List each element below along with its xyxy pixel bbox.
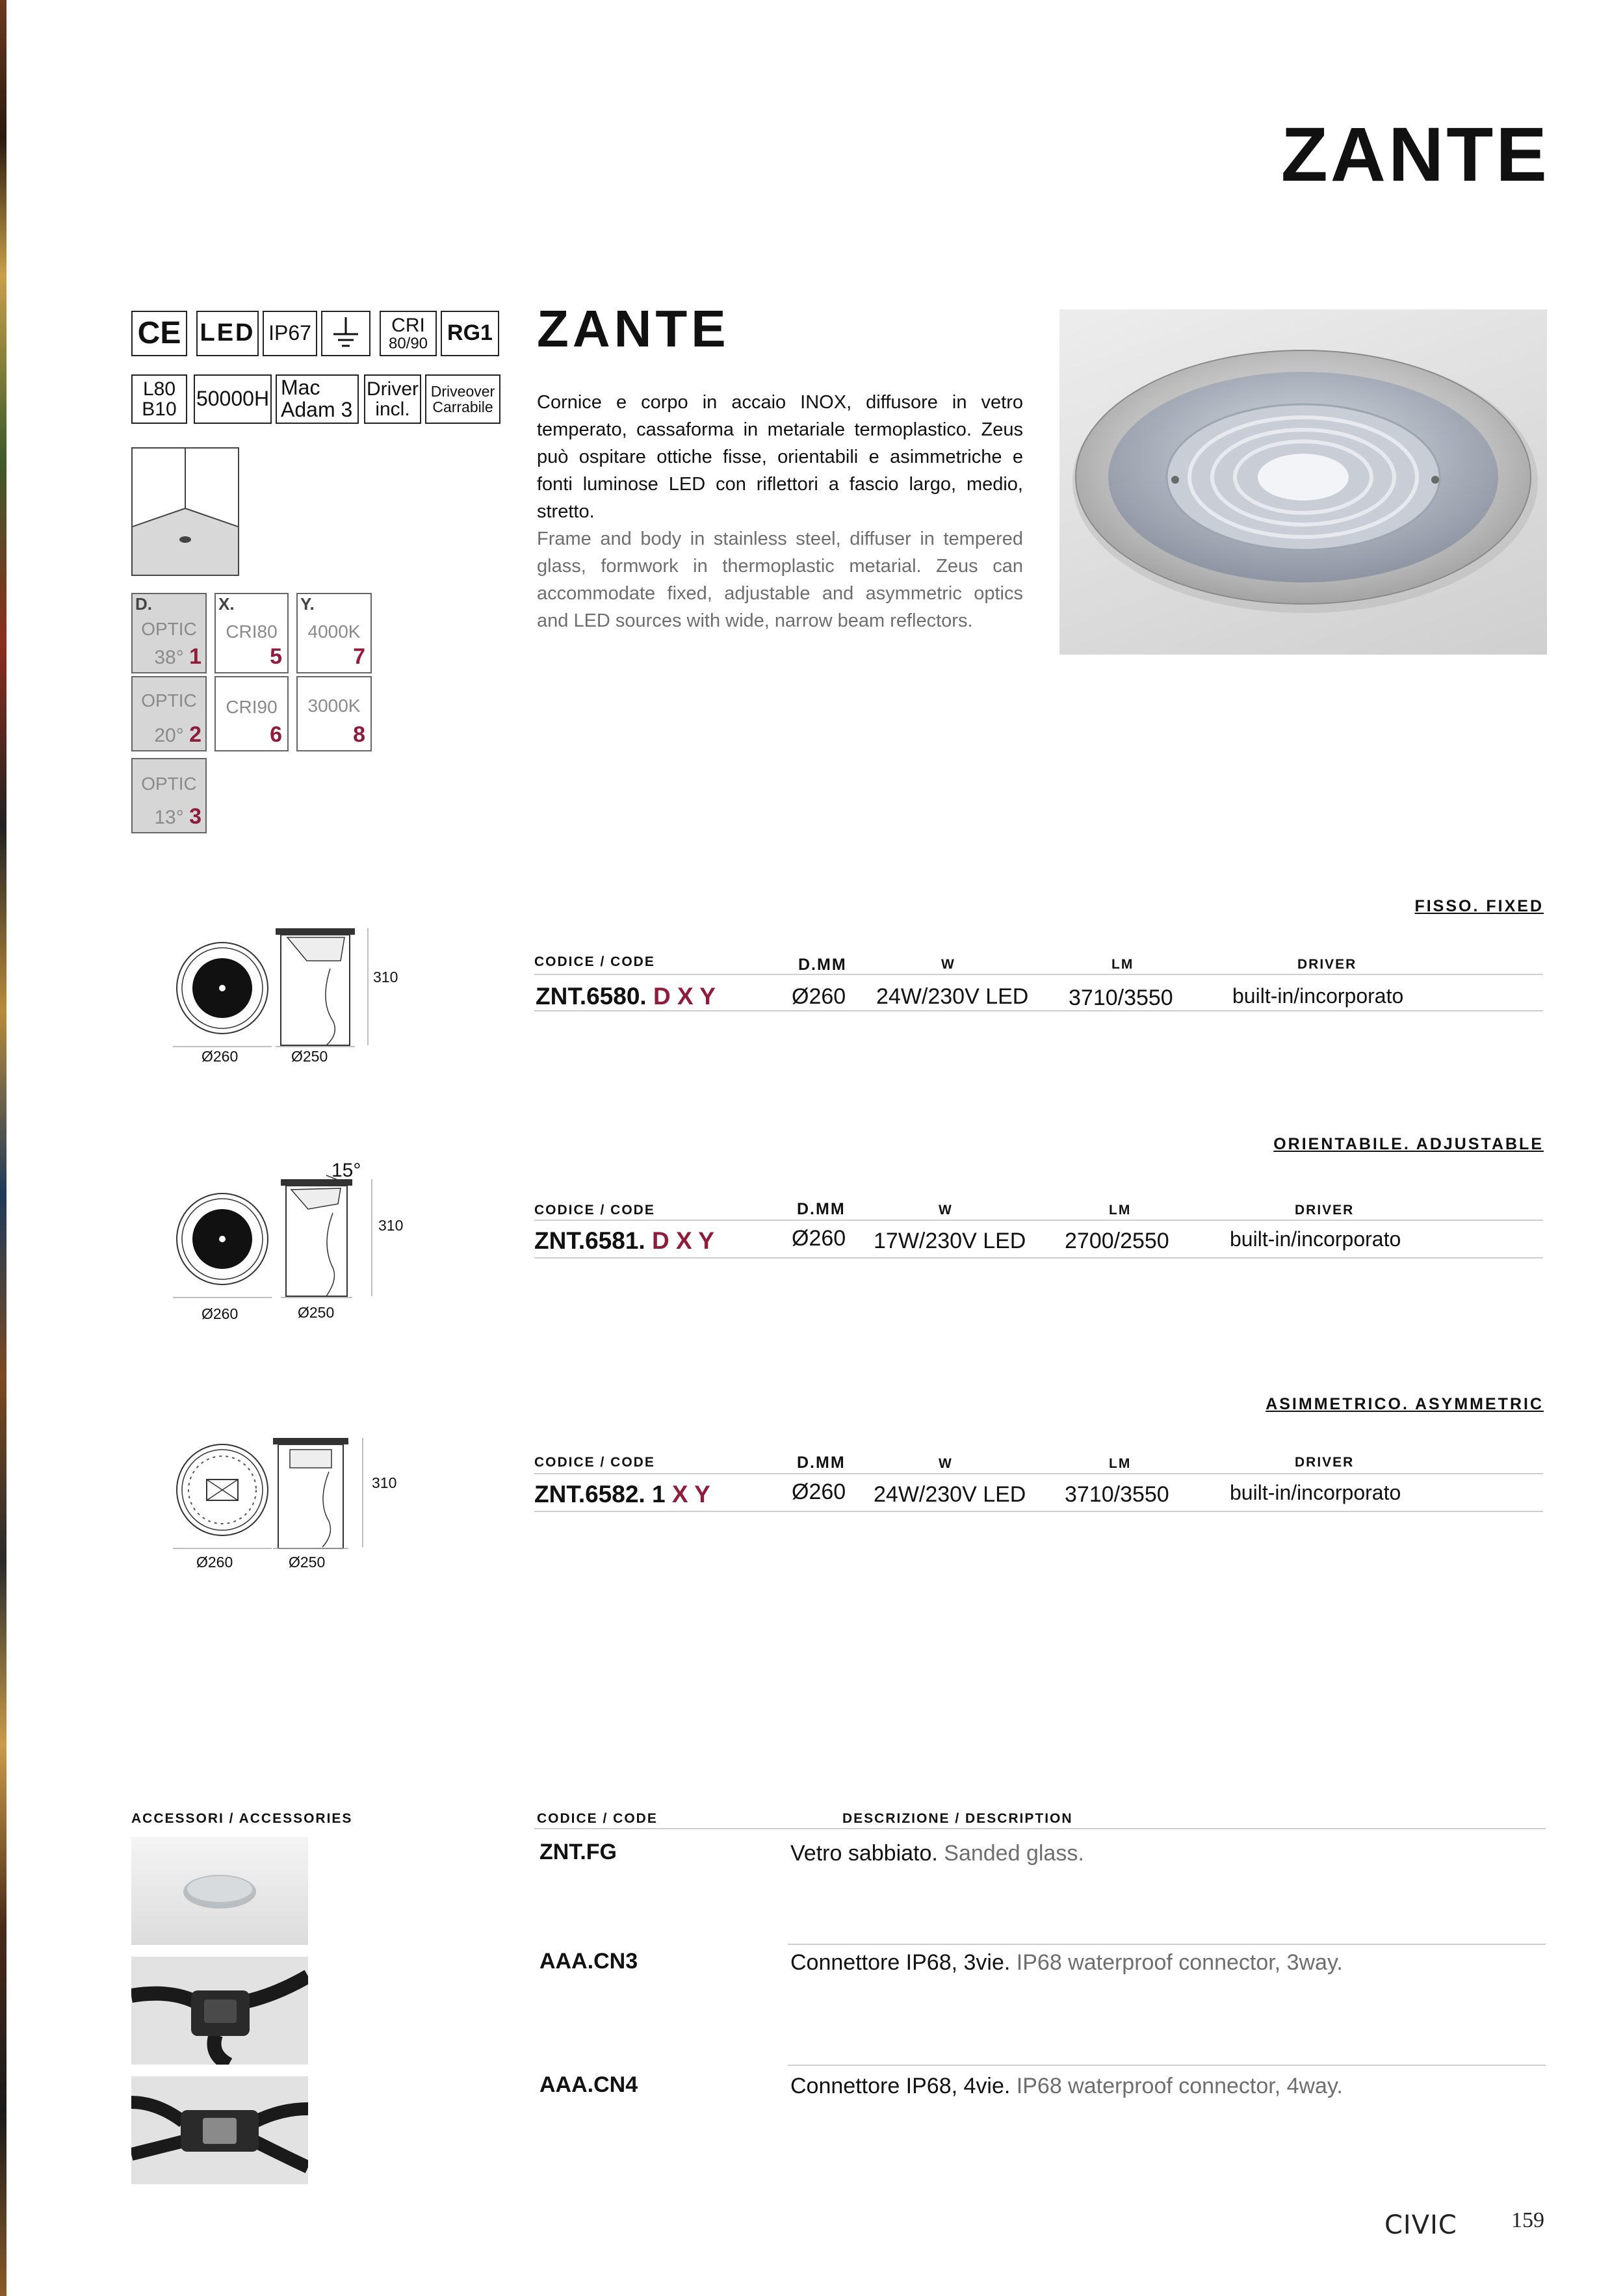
variant-2-code-prefix: ZNT.6581. xyxy=(534,1227,645,1254)
accessory-1-image xyxy=(131,1837,308,1945)
variant-3-rule-top xyxy=(534,1473,1543,1474)
cri-label: CRI xyxy=(391,314,425,336)
product-name: ZANTE xyxy=(537,300,730,358)
variant-3-w-header: W xyxy=(939,1456,953,1471)
cct-3000k-num: 8 xyxy=(353,722,365,747)
optic-3-value xyxy=(154,804,201,829)
optic-label: OPTIC xyxy=(141,619,197,639)
cct-3000k-label: 3000K xyxy=(307,696,361,716)
legend-optic-1 xyxy=(131,593,207,673)
accessory-2-image xyxy=(131,1957,308,2065)
page-edge-strip xyxy=(0,0,6,2296)
macadam-label-1: Mac xyxy=(281,376,320,400)
legend-cct-8 xyxy=(296,676,372,751)
cri80-label: CRI80 xyxy=(226,621,278,642)
variant-1-code-prefix: ZNT.6580. xyxy=(536,983,647,1010)
accessory-2-code: AAA.CN3 xyxy=(539,1949,638,1974)
accessories-header: ACCESSORI / ACCESSORIES xyxy=(131,1811,353,1826)
b10-label: B10 xyxy=(142,398,177,420)
led-badge: LED xyxy=(196,311,259,356)
variant-2-lumens: 2700/2550 xyxy=(1065,1229,1169,1253)
variant-2-rule-top xyxy=(534,1220,1543,1221)
cct-4000k-label: 4000K xyxy=(307,621,361,642)
accessory-2-desc-it: Connettore IP68, 3vie. xyxy=(790,1950,1011,1975)
variant-2-tilt-angle: 15° xyxy=(331,1160,361,1181)
variant-2-diameter: Ø260 xyxy=(792,1226,846,1251)
variant-2-height: 310 xyxy=(378,1217,404,1234)
variant-2-driver: built-in/incorporato xyxy=(1230,1227,1401,1251)
cri-badge xyxy=(380,311,437,356)
variant-3-rule-bottom xyxy=(534,1511,1543,1512)
variant-3-code-prefix: ZNT.6582. 1 xyxy=(534,1481,666,1507)
rg-badge: RG1 xyxy=(441,311,499,356)
variant-3-diameter: Ø260 xyxy=(792,1480,846,1504)
variant-1-driver-header: DRIVER xyxy=(1297,957,1357,972)
variant-2-w-header: W xyxy=(939,1203,953,1218)
accessory-2-rule xyxy=(788,2065,1546,2066)
variant-1-front-diameter: Ø260 xyxy=(201,1048,239,1065)
variant-1-rule-bottom xyxy=(534,1010,1543,1011)
macadam-label-2: Adam 3 xyxy=(281,398,353,421)
variant-1-power: 24W/230V LED xyxy=(876,984,1029,1009)
variant-2-driver-header: DRIVER xyxy=(1295,1203,1355,1218)
legend-optic-3 xyxy=(131,758,207,833)
optic-2-value xyxy=(154,722,201,748)
page-number: 159 xyxy=(1511,2208,1544,2232)
macadam-badge xyxy=(276,374,359,424)
section-adjustable-label: ORIENTABILE. ADJUSTABLE xyxy=(1273,1135,1544,1153)
variant-3-lm-header: LM xyxy=(1109,1456,1132,1471)
l80-b10-badge xyxy=(131,374,187,424)
accessory-1-desc-en: Sanded glass. xyxy=(944,1841,1084,1866)
cri80-num: 5 xyxy=(270,644,282,669)
variant-1-body-diameter: Ø250 xyxy=(291,1048,328,1065)
variant-3-driver-header: DRIVER xyxy=(1295,1455,1355,1470)
variant-1-code-header: CODICE / CODE xyxy=(534,954,655,969)
accessory-3-code: AAA.CN4 xyxy=(539,2072,638,2097)
product-photo xyxy=(1059,309,1547,655)
optic-label-2: OPTIC xyxy=(141,690,197,711)
section-fixed-label: FISSO. FIXED xyxy=(1414,897,1544,915)
variant-3-code-vars: X Y xyxy=(671,1481,710,1507)
legend-cri-6 xyxy=(214,676,289,751)
3way-connector-image xyxy=(131,1957,308,2065)
accessory-3-desc-it: Connettore IP68, 4vie. xyxy=(790,2074,1011,2098)
accessory-3-desc-en: IP68 waterproof connector, 4way. xyxy=(1016,2074,1343,2098)
accessory-1-rule xyxy=(788,1944,1546,1945)
accessory-1-code: ZNT.FG xyxy=(539,1840,617,1864)
legend-y-header: Y. xyxy=(300,594,315,614)
ce-mark-icon: CE xyxy=(131,311,187,356)
cri90-label: CRI90 xyxy=(226,697,278,717)
driver-included-badge xyxy=(364,374,421,424)
sanded-glass-image xyxy=(131,1837,308,1945)
technical-drawing-asymmetric xyxy=(170,1430,404,1573)
section-asymmetric-label: ASIMMETRICO. ASYMMETRIC xyxy=(1266,1395,1544,1413)
legend-cri-5 xyxy=(214,593,289,673)
variant-2-code-vars: D X Y xyxy=(651,1227,714,1254)
variant-1-driver: built-in/incorporato xyxy=(1232,984,1404,1008)
page-title: ZANTE xyxy=(1280,112,1550,198)
variant-1-w-header: W xyxy=(941,957,955,972)
driveover-label-2: Carrabile xyxy=(432,398,493,415)
variant-1-rule-top xyxy=(534,974,1543,975)
driveover-badge xyxy=(425,374,500,424)
accessories-code-header: CODICE / CODE xyxy=(537,1811,658,1826)
brand-logo: CIVIC xyxy=(1384,2210,1457,2240)
variant-1-code xyxy=(536,983,716,1010)
optic-label-3: OPTIC xyxy=(141,774,197,794)
recessed-luminaire-image xyxy=(1059,309,1547,655)
optic-1-num: 1 xyxy=(189,644,201,669)
accessories-description-header: DESCRIZIONE / DESCRIPTION xyxy=(842,1811,1073,1826)
beam-diagram-icon xyxy=(133,449,238,575)
technical-drawing-adjustable xyxy=(170,1164,404,1313)
variant-1-diameter: Ø260 xyxy=(792,984,846,1009)
variant-2-power: 17W/230V LED xyxy=(874,1229,1026,1253)
l80-label: L80 xyxy=(142,378,176,400)
variant-3-height: 310 xyxy=(372,1474,397,1491)
optic-3-num: 3 xyxy=(189,804,201,829)
driver-label-2: incl. xyxy=(375,398,410,420)
accessory-3-description xyxy=(790,2074,1343,2099)
cct-4000k-num: 7 xyxy=(353,644,365,669)
optic-3-angle: 13° xyxy=(154,807,184,828)
variant-3-code-header: CODICE / CODE xyxy=(534,1455,655,1470)
variant-1-height: 310 xyxy=(373,969,398,985)
optic-2-angle: 20° xyxy=(154,725,184,746)
optic-1-angle: 38° xyxy=(154,647,184,668)
legend-optic-2 xyxy=(131,676,207,751)
accessory-1-description xyxy=(790,1841,1084,1866)
driver-label-1: Driver xyxy=(367,378,419,400)
legend-d-header: D. xyxy=(135,594,152,614)
accessory-2-desc-en: IP68 waterproof connector, 3way. xyxy=(1016,1950,1343,1975)
accessory-1-desc-it: Vetro sabbiato. xyxy=(790,1841,938,1866)
cri90-num: 6 xyxy=(270,722,282,747)
ground-icon xyxy=(321,311,370,356)
variant-2-body-diameter: Ø250 xyxy=(298,1304,335,1321)
variant-2-code xyxy=(534,1227,714,1255)
variant-2-code-header: CODICE / CODE xyxy=(534,1203,655,1218)
cri-value: 80/90 xyxy=(388,335,428,353)
variant-3-lumens: 3710/3550 xyxy=(1065,1482,1169,1507)
variant-3-front-diameter: Ø260 xyxy=(196,1554,233,1571)
4way-connector-image xyxy=(131,2076,308,2184)
optic-1-value xyxy=(154,644,201,670)
variant-3-driver: built-in/incorporato xyxy=(1230,1481,1401,1504)
ip-rating-badge: IP67 xyxy=(263,311,317,356)
variant-2-d-header: D.MM xyxy=(797,1200,846,1218)
accessory-3-image xyxy=(131,2076,308,2184)
variant-3-power: 24W/230V LED xyxy=(874,1482,1026,1507)
legend-x-header: X. xyxy=(218,594,235,614)
beam-diagram xyxy=(131,447,239,576)
variant-3-d-header: D.MM xyxy=(797,1454,846,1472)
lifetime-hours-badge: 50000H xyxy=(194,374,272,424)
optic-2-num: 2 xyxy=(189,722,201,747)
variant-1-lm-header: LM xyxy=(1111,957,1134,972)
variant-3-drawing xyxy=(170,1430,404,1573)
variant-1-lumens: 3710/3550 xyxy=(1069,985,1173,1010)
legend-cct-7 xyxy=(296,593,372,673)
driveover-label-1: Driveover xyxy=(430,382,495,400)
variant-2-lm-header: LM xyxy=(1109,1203,1132,1218)
description-italian: Cornice e corpo in accaio INOX, diffusore in vetro temperato, cassaforma in metariale termoplastico. Zeus può ospitare ottiche fisse, orientabili e asimmetriche e fonti luminose LED con riflettori a fascio largo, medio, stretto. xyxy=(537,392,1023,522)
description-english: Frame and body in stainless steel, diffuser in tempered glass, formwork in thermoplastic metarial. Zeus can accommodate fixed, adjustable and asymmetric optics and LED sources with wide, narrow beam reflectors. xyxy=(537,528,1023,631)
accessories-rule-top xyxy=(534,1828,1546,1829)
variant-1-d-header: D.MM xyxy=(798,956,847,974)
variant-3-body-diameter: Ø250 xyxy=(289,1554,326,1571)
variant-2-front-diameter: Ø260 xyxy=(201,1305,239,1322)
accessory-2-description xyxy=(790,1950,1343,1976)
variant-2-rule-bottom xyxy=(534,1257,1543,1259)
variant-1-code-vars: D X Y xyxy=(653,983,716,1010)
variant-2-drawing xyxy=(170,1164,404,1313)
variant-3-code xyxy=(534,1481,710,1508)
